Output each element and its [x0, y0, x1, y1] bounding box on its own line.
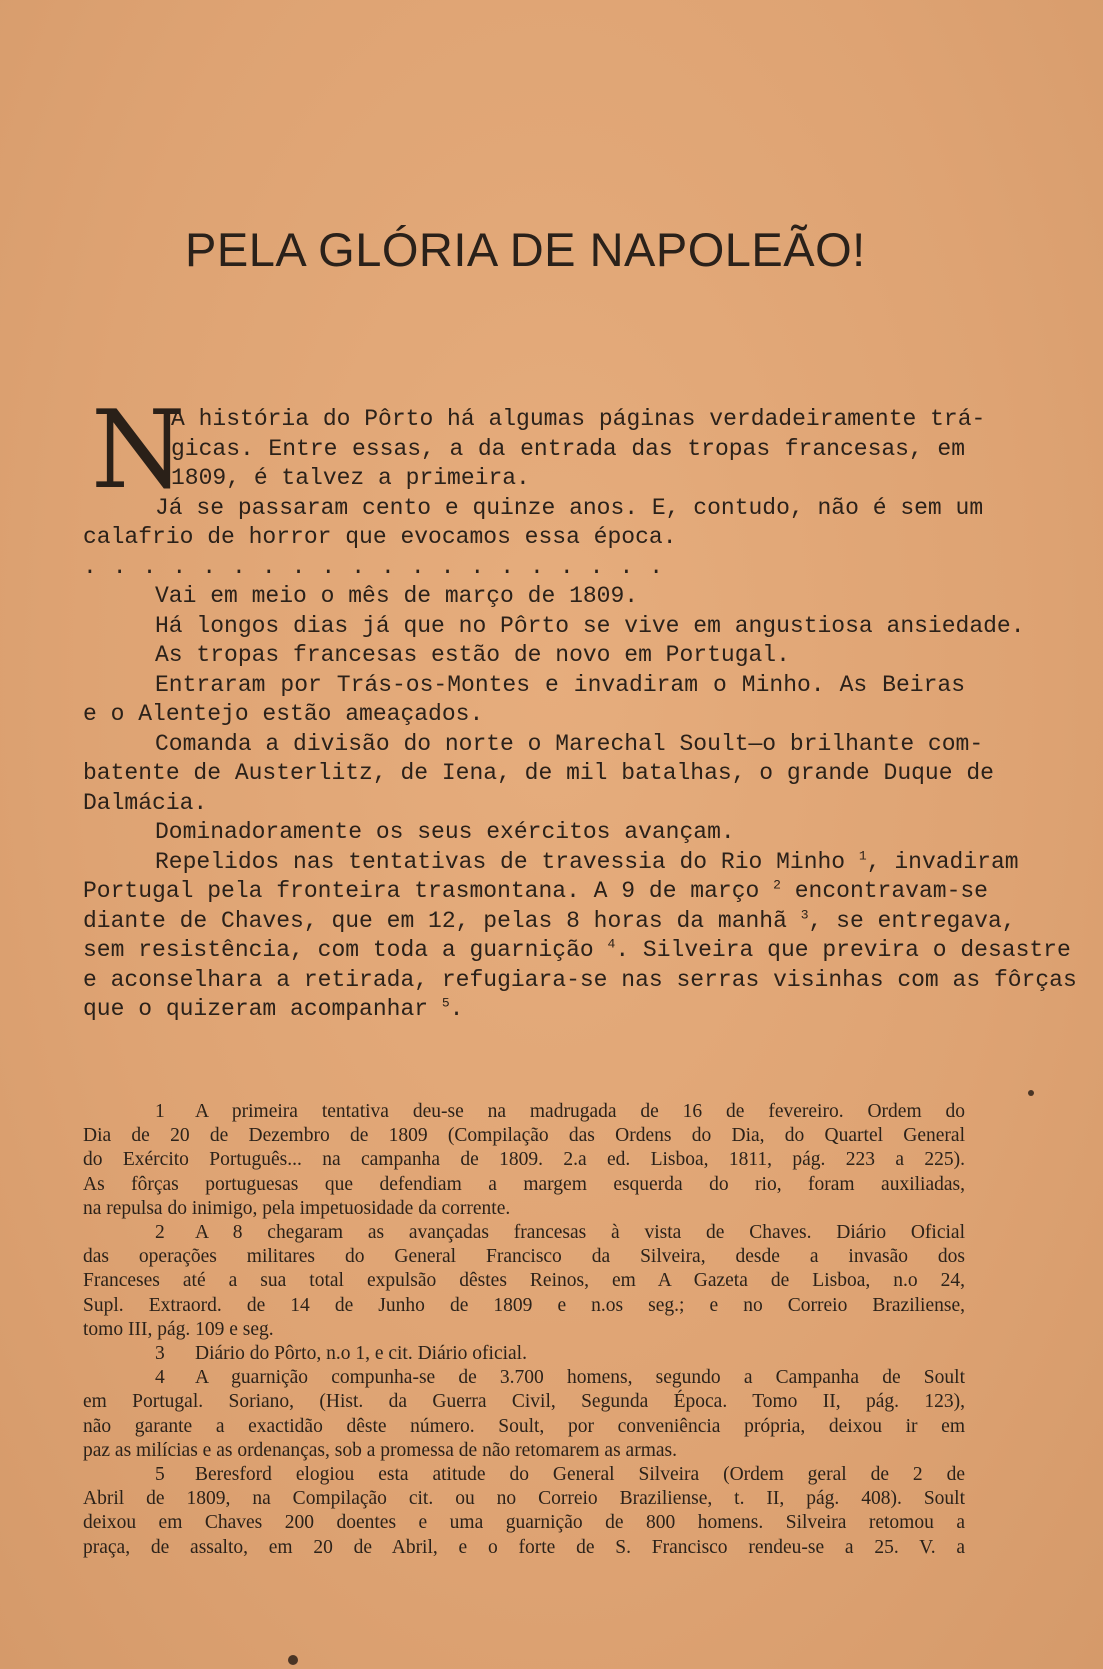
footnote-number: 4	[155, 1367, 165, 1389]
body-line: diante de Chaves, que em 12, pelas 8 horas da manhã $^3$, se entregava,	[83, 906, 1016, 934]
footnote-line: das operações militares do General Francisco da Silveira, desde a invasão dos	[83, 1246, 965, 1268]
footnote-line: não garante a exactidão dêste número. Soult, por conveniência própria, deixou ir em	[83, 1415, 965, 1437]
footnote-5	[83, 1463, 965, 1560]
body-line: As tropas francesas estão de novo em Portugal.	[155, 642, 790, 668]
body-line: Vai em meio o mês de março de 1809.	[155, 583, 639, 609]
footnote-line: Supl. Extraord. de 14 de Junho de 1809 e n.os seg.; e no Correio Braziliense,	[83, 1294, 965, 1316]
footnote-ref[interactable]: 2	[773, 877, 781, 893]
footnotes	[83, 1100, 965, 1560]
body-line: gicas. Entre essas, a da entrada das tropas francesas, em	[171, 435, 965, 462]
drop-cap: N	[91, 388, 186, 513]
body-line: calafrio de horror que evocamos essa época.	[83, 524, 677, 550]
section-separator: ....................	[83, 553, 680, 580]
footnote-line: 1 A primeira tentativa deu-se na madrugada de 16 de fevereiro. Ordem do	[83, 1100, 965, 1124]
footnote-ref[interactable]: 5	[441, 995, 450, 1011]
footnote-number: 5	[155, 1464, 165, 1486]
body-line: Portugal pela fronteira trasmontana. A 9 de março $^2$ encontravam-se	[83, 877, 988, 904]
footnote-ref[interactable]: 1	[858, 847, 867, 863]
body-text	[83, 388, 1077, 1025]
footnote-line: paz as milícias e as ordenanças, sob a promessa de não retomarem as armas.	[83, 1439, 677, 1461]
footnote-line: praça, de assalto, em 20 de Abril, e o forte de S. Francisco rendeu-se a 25. V. a	[83, 1536, 965, 1558]
body-line: Entraram por Trás-os-Montes e invadiram o Minho. As Beiras	[155, 671, 965, 698]
footnote-number: 2	[155, 1222, 165, 1244]
chapter-title: PELA GLÓRIA DE NAPOLEÃO!	[185, 223, 866, 276]
body-line: A história do Pôrto há algumas páginas verdadeiramente trá-	[171, 406, 986, 432]
body-line: e o Alentejo estão ameaçados.	[83, 701, 484, 727]
body-line: Comanda a divisão do norte o Marechal Soult—o brilhante com-	[155, 730, 984, 757]
footnote-line: do Exército Português... na campanha de 1809. 2.a ed. Lisboa, 1811, pág. 223 a 225).	[83, 1149, 965, 1171]
body-line: sem resistência, com toda a guarnição $^4$. Silveira que previra o desastre	[83, 936, 1071, 963]
footnote-ref[interactable]: 3	[800, 906, 809, 922]
footnote-line: Dia de 20 de Dezembro de 1809 (Compilação das Ordens do Dia, do Quartel General	[83, 1125, 965, 1147]
footnote-line: 5 Beresford elogiou esta atitude do General Silveira (Ordem geral de 2 de	[83, 1463, 965, 1487]
body-line: Já se passaram cento e quinze anos. E, contudo, não é sem um	[155, 494, 984, 521]
footnote-number: 1	[155, 1101, 165, 1122]
footnote-number: 3	[155, 1343, 165, 1365]
footnote-line: 3 Diário do Pôrto, n.o 1, e cit. Diário oficial.	[83, 1342, 965, 1366]
paper-blemish	[288, 1655, 298, 1665]
footnote-line: 4 A guarnição compunha-se de 3.700 homens, segundo a Campanha de Soult	[83, 1366, 965, 1390]
footnote-line: As fôrças portuguesas que defendiam a margem esquerda do rio, foram auxiliadas,	[83, 1173, 965, 1195]
footnote-1	[83, 1100, 965, 1221]
body-line: Repelidos nas tentativas de travessia do Rio Minho $^1$, invadiram	[155, 847, 1019, 875]
footnote-4	[83, 1366, 965, 1463]
footnote-ref[interactable]: 4	[607, 936, 616, 952]
footnote-line: na repulsa do inimigo, pela impetuosidade da corrente.	[83, 1197, 511, 1219]
paper-blemish	[1028, 1090, 1034, 1096]
body-line: batente de Austerlitz, de Iena, de mil batalhas, o grande Duque de	[83, 760, 994, 786]
footnote-line: 2 A 8 chegaram as avançadas francesas à vista de Chaves. Diário Oficial	[83, 1221, 965, 1245]
footnote-line: tomo III, pág. 109 e seg.	[83, 1318, 274, 1340]
body-line: e aconselhara a retirada, refugiara-se nas serras visinhas com as fôrças	[83, 966, 1077, 993]
footnote-2	[83, 1221, 965, 1342]
footnote-line: Abril de 1809, na Compilação cit. ou no Correio Braziliense, t. II, pág. 408). Soult	[83, 1488, 965, 1510]
footnote-line: Franceses até a sua total expulsão dêstes Reinos, em A Gazeta de Lisboa, n.o 24,	[83, 1270, 965, 1292]
body-line: 1809, é talvez a primeira.	[171, 465, 530, 491]
body-line: Há longos dias já que no Pôrto se vive em angustiosa ansiedade.	[155, 612, 1025, 639]
footnote-3	[83, 1342, 965, 1366]
body-line: Dalmácia.	[83, 789, 208, 816]
body-line: Dominadoramente os seus exércitos avançam.	[155, 819, 735, 845]
footnote-line: deixou em Chaves 200 doentes e uma guarnição de 800 homens. Silveira retomou a	[83, 1512, 965, 1534]
body-line: que o quizeram acompanhar $^5$.	[83, 995, 464, 1022]
footnote-line: em Portugal. Soriano, (Hist. da Guerra Civil, Segunda Época. Tomo II, pág. 123),	[83, 1391, 965, 1413]
